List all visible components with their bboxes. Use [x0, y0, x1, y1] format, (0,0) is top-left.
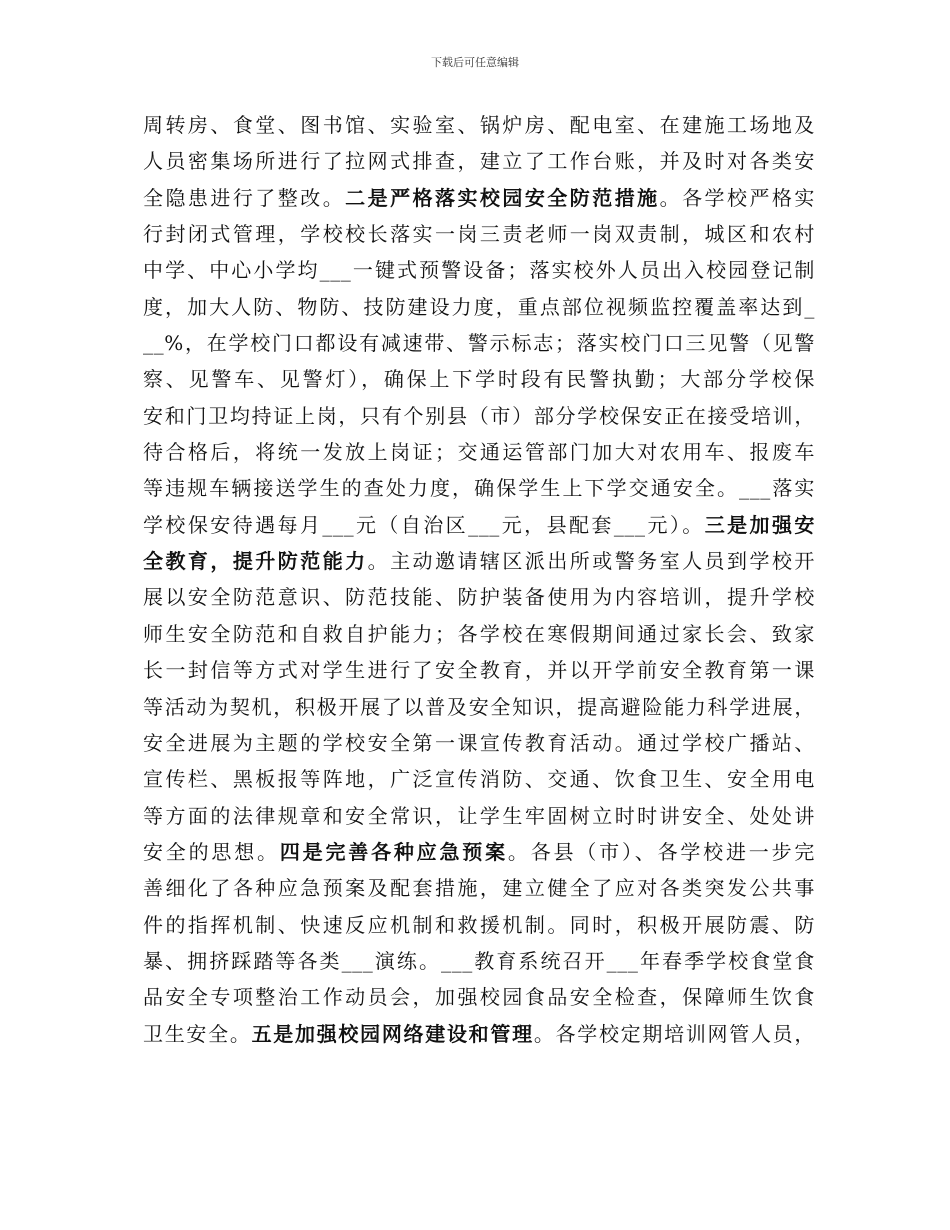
body-text-segment: 长一封信等方式对学生进行了安全教育，并以开学前安全教育第一课: [143, 658, 815, 683]
bold-heading-text: 四是完善各种应急预案: [279, 839, 508, 864]
text-line: [143, 507, 815, 543]
body-text-segment: 等活动为契机，积极开展了以普及安全知识，提高避险能力科学进展，: [143, 694, 815, 719]
body-text-segment: 。各学校定期培训网管人员，: [533, 1021, 815, 1046]
text-line: [143, 725, 815, 761]
body-text-segment: 品安全专项整治工作动员会，加强校园食品安全检查，保障师生饮食: [143, 985, 815, 1010]
body-text-segment: 待合格后，将统一发放上岗证；交通运管部门加大对农用车、报废车: [143, 440, 815, 465]
body-text-segment: 周转房、食堂、图书馆、实验室、锅炉房、配电室、在建施工场地及: [143, 113, 815, 137]
body-text-segment: 师生安全防范和自救自护能力；各学校在寒假期间通过家长会、致家: [143, 621, 815, 646]
body-text-segment: 安全的思想。: [143, 839, 280, 864]
text-line: [143, 289, 815, 325]
text-line: [143, 434, 815, 470]
text-line: [143, 143, 815, 179]
text-line: [143, 943, 815, 979]
body-text-segment: 行封闭式管理，学校校长落实一岗三责老师一岗双责制，城区和农村: [143, 222, 815, 247]
text-line: [143, 907, 815, 943]
text-line: [143, 798, 815, 834]
body-text-segment: 。主动邀请辖区派出所或警务室人员到学校开: [367, 549, 816, 574]
bold-heading-text: 二是严格落实校园安全防范措施: [345, 185, 660, 210]
body-text-segment: 中学、中心小学均___一键式预警设备；落实校外人员出入校园登记制: [143, 258, 815, 283]
body-text-segment: 安和门卫均持证上岗，只有个别县（市）部分学校保安正在接受培训，: [143, 403, 815, 428]
text-line: [143, 361, 815, 397]
body-text-segment: 安全进展为主题的学校安全第一课宣传教育活动。通过学校广播站、: [143, 730, 815, 755]
body-text-segment: 宣传栏、黑板报等阵地，广泛宣传消防、交通、饮食卫生、安全用电: [143, 767, 815, 792]
body-text-segment: 等方面的法律规章和安全常识，让学生牢固树立时时讲安全、处处讲: [143, 803, 815, 828]
body-text-segment: 卫生安全。: [143, 1021, 252, 1046]
bold-heading-text: 全教育，提升防范能力: [143, 549, 368, 574]
body-text-segment: 察、见警车、见警灯），确保上下学时段有民警执勤；大部分学校保: [143, 367, 815, 392]
bold-heading-text: 三是加强安: [704, 512, 816, 537]
text-line: [143, 107, 815, 143]
body-text-segment: 暴、拥挤踩踏等各类___演练。___教育系统召开___年春季学校食堂食: [143, 948, 815, 973]
text-line: [143, 325, 815, 361]
body-text-segment: 学校保安待遇每月___元（自治区___元，县配套___元）。: [143, 512, 705, 537]
bold-heading-text: 五是加强校园网络建设和管理: [251, 1021, 534, 1046]
body-text-segment: 人员密集场所进行了拉网式排查，建立了工作台账，并及时对各类安: [143, 149, 815, 174]
text-line: [143, 870, 815, 906]
text-line: [143, 216, 815, 252]
text-line: [143, 252, 815, 288]
body-text-segment: 。各县（市）、各学校进一步完: [507, 839, 816, 864]
text-line: [143, 180, 815, 216]
text-line: [143, 979, 815, 1015]
body-text-segment: 展以安全防范意识、防范技能、防护装备使用为内容培训，提升学校: [143, 585, 815, 610]
text-line: [143, 579, 815, 615]
body-text-segment: 等违规车辆接送学生的查处力度，确保学生上下学交通安全。___落实: [143, 476, 815, 501]
body-text-segment: 善细化了各种应急预案及配套措施，建立健全了应对各类突发公共事: [143, 876, 815, 901]
document-body: [143, 107, 815, 1052]
text-line: [143, 1016, 815, 1052]
body-text-segment: 全隐患进行了整改。: [143, 185, 346, 210]
text-line: [143, 398, 815, 434]
body-text-segment: __%，在学校门口都设有减速带、警示标志；落实校门口三见警（见警: [143, 331, 815, 356]
text-line: [143, 543, 815, 579]
text-line: [143, 834, 815, 870]
text-line: [143, 616, 815, 652]
page-header: 下载后可任意编辑: [431, 56, 519, 69]
text-line: [143, 761, 815, 797]
body-text-segment: 。各学校严格实: [659, 185, 815, 210]
body-text-segment: 件的指挥机制、快速反应机制和救援机制。同时，积极开展防震、防: [143, 912, 815, 937]
body-text-segment: 度，加大人防、物防、技防建设力度，重点部位视频监控覆盖率达到_: [143, 294, 815, 319]
text-line: [143, 689, 815, 725]
text-line: [143, 470, 815, 506]
text-line: [143, 652, 815, 688]
